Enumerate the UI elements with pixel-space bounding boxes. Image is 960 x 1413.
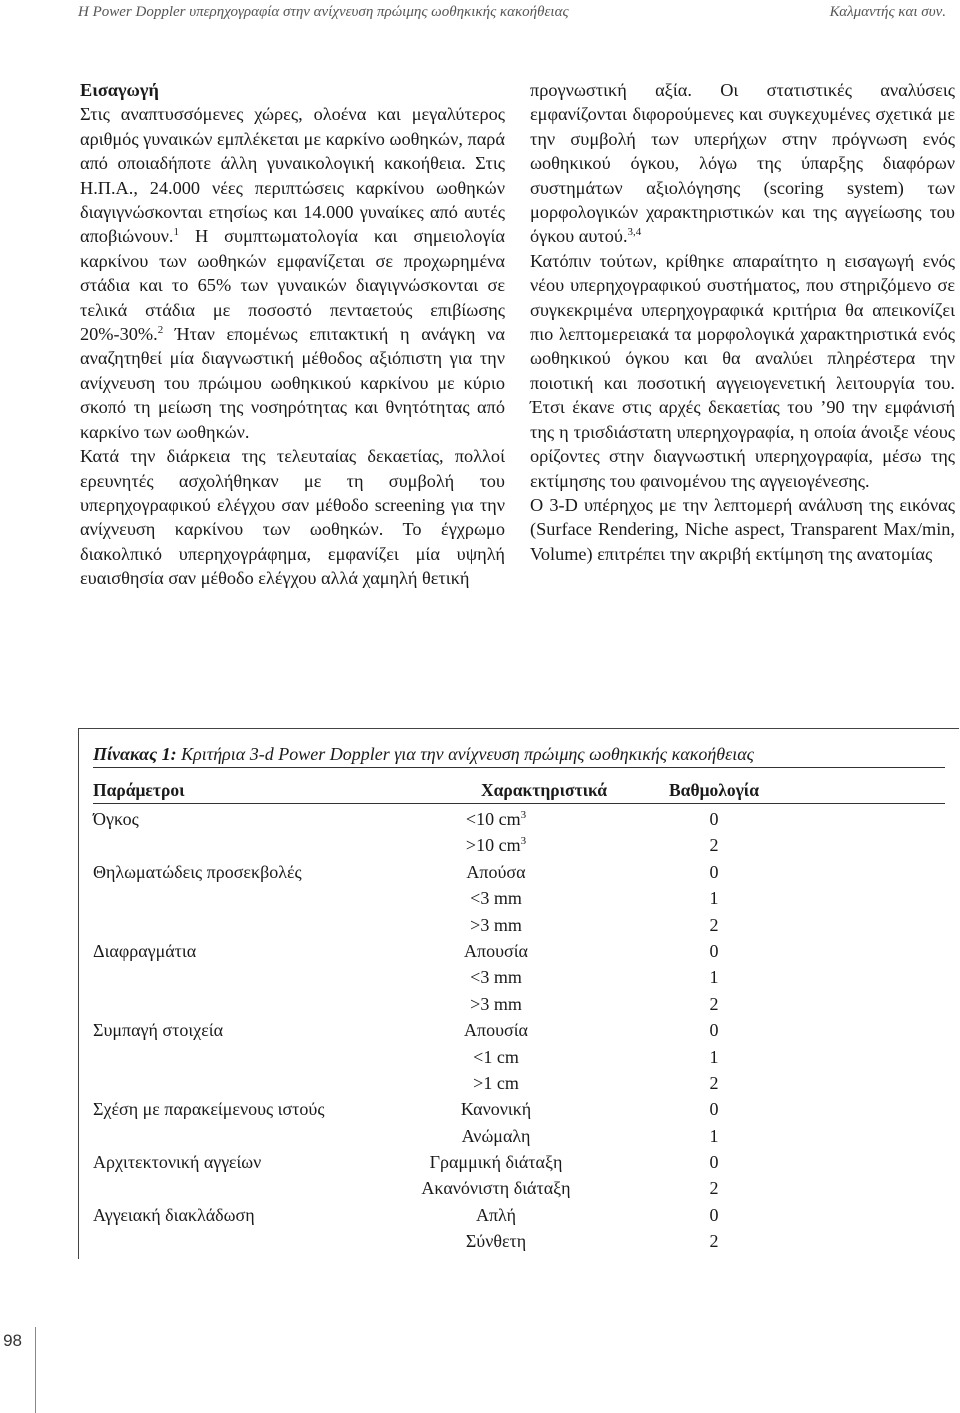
- right-text-1: προγνωστική αξία. Οι στατιστικές αναλύσεις εμφανίζονται διφορούμενες και συγκεχυμένες σχετικά με την συμβολή των υπερήχων στην πρόγνωση ενός ωοθηκικού όγκου, λόγω της ύπαρξης διαφόρων συστημάτων αξιολόγησης (scoring system) των μορφολογικών χαρακτηριστικών και της αγγείωσης του όγκου αυτού.: [530, 80, 955, 247]
- cell-characteristic: [401, 1228, 591, 1254]
- cell-characteristic: [401, 991, 591, 1017]
- cell-characteristic-value: Απουσία: [464, 940, 528, 961]
- cell-characteristic-value: <3 mm: [470, 888, 522, 909]
- cell-parameter: Σχέση με παρακείμενους ιστούς: [93, 1099, 325, 1120]
- cell-score: 2: [709, 914, 719, 935]
- intro-paragraph-2: Κατά την διάρκεια της τελευταίας δεκαετίας, πολλοί ερευνητές ασχολήθηκαν με τη συμβολή του υπερηχογραφικού ελέγχου σαν μέθοδο screening για την ανίχνευση καρκίνου των ωοθηκών. Το έγχρωμο διακολπικό υπερηχογράφημα, εμφανίζει μία υψηλή ευαισθησία σαν μέθοδο ελέγχου αλλά χαμηλή θετική: [80, 446, 505, 589]
- cell-score: 0: [709, 940, 719, 961]
- cell-characteristic-value: Απούσα: [466, 861, 526, 882]
- cell-characteristic-value: Απλή: [475, 1204, 517, 1225]
- table-row: [93, 1228, 945, 1254]
- cell-score: 1: [709, 1046, 719, 1067]
- reference-3-4: 3,4: [627, 226, 642, 239]
- cell-parameter: Διαφραγμάτια: [93, 940, 197, 961]
- cell-parameter: Συμπαγή στοιχεία: [93, 1020, 224, 1041]
- cell-characteristic-value: Ανώμαλη: [461, 1125, 531, 1146]
- table-row: [93, 832, 945, 858]
- cell-score: 0: [709, 809, 719, 829]
- cell-characteristic-value: Γραμμική διάταξη: [429, 1152, 563, 1173]
- cell-characteristic-value: >1 cm: [473, 1072, 519, 1093]
- table-caption-text: Κριτήρια 3-d Power Doppler για την ανίχνευση πρώιμης ωοθηκικής κακοήθειας: [176, 744, 754, 764]
- table-row: [93, 1070, 945, 1096]
- table-row: [93, 1096, 945, 1122]
- intro-text-b: Η συμπτωματολογία και σημειολογία καρκίνου των ωοθηκών εμφανίζεται σε προχωρημένα στάδια και το 65% των γυναικών διαγιγνώσκονται σε τελικά στάδια με ποσοστό πενταετούς επιβίωσης 20%-30%.: [80, 226, 505, 345]
- cell-parameter: Όγκος: [93, 809, 139, 829]
- cell-score: 0: [709, 861, 719, 882]
- cell-characteristic: [401, 885, 591, 911]
- cell-characteristic-value: Απουσία: [464, 1020, 528, 1041]
- cell-parameter: Αρχιτεκτονική αγγείων: [93, 1152, 262, 1173]
- table-row: [93, 912, 945, 938]
- cell-characteristic: [401, 1096, 591, 1122]
- left-column: [80, 78, 505, 591]
- table-caption: [93, 743, 945, 768]
- cell-score: 0: [709, 1099, 719, 1120]
- cell-characteristic: [401, 1044, 591, 1070]
- cell-score: 1: [709, 888, 719, 909]
- cell-characteristic-value: <3 mm: [470, 967, 522, 988]
- page-footer: [0, 1325, 80, 1413]
- footer-rule: [35, 1327, 36, 1413]
- table-row: [93, 964, 945, 990]
- header-score: Βαθμολογία: [669, 780, 759, 800]
- header-parameters: Παράμετροι: [93, 780, 185, 800]
- header-characteristics: Χαρακτηριστικά: [481, 780, 608, 800]
- intro-text-c: Ήταν επομένως επιτακτική η ανάγκη να αναζητηθεί μία διαγνωστική μέθοδος αξιόπιστη για την ανίχνευση του πρώιμου ωοθηκικού καρκίνου με κύριο σκοπό τη μείωση της νοσηρότητας και θνητότητας από καρκίνο των ωοθηκών.: [80, 324, 505, 442]
- cell-characteristic-value: Κανονική: [460, 1099, 532, 1120]
- cell-characteristic-value: Σύνθετη: [465, 1231, 527, 1252]
- intro-text-a: Στις αναπτυσσόμενες χώρες, ολοένα και μεγαλύτερος αριθμός γυναικών εμπλέκεται με καρκίνο ωοθηκών, παρά από οποιαδήποτε άλλη γυναικολογική κακοήθεια. Στις Η.Π.Α., 24.000 νέες περιπτώσεις καρκίνου ωοθηκών διαγιγνώσκονται ετησίως και 14.000 γυναίκες από αυτές αποβιώνουν.: [80, 104, 505, 247]
- cell-score: 0: [709, 1204, 719, 1225]
- cell-characteristic: [401, 832, 591, 858]
- cell-unit-exponent: 3: [520, 835, 527, 848]
- cell-characteristic: [401, 1070, 591, 1096]
- cell-characteristic: [401, 964, 591, 990]
- cell-characteristic: [401, 1175, 591, 1201]
- running-header-title: Η Power Doppler υπερηχογραφία στην ανίχνευση πρώιμης ωοθηκικής κακοήθειας: [78, 4, 569, 20]
- cell-characteristic-value: >3 mm: [470, 993, 522, 1014]
- cell-characteristic: [401, 806, 591, 832]
- cell-parameter: Θηλωματώδεις προσεκβολές: [93, 861, 302, 882]
- cell-score: 2: [709, 835, 719, 856]
- table-row: [93, 1123, 945, 1149]
- intro-paragraph-1: [80, 102, 505, 444]
- cell-score: 0: [709, 1152, 719, 1173]
- table-body: [93, 806, 945, 1255]
- cell-characteristic: [401, 859, 591, 885]
- cell-characteristic-value: <1 cm: [473, 1046, 519, 1067]
- running-header: [0, 0, 960, 30]
- cell-score: 2: [709, 1072, 719, 1093]
- cell-score: 1: [709, 1125, 719, 1146]
- cell-score: 2: [709, 993, 719, 1014]
- cell-score: 0: [709, 1020, 719, 1041]
- right-column: [530, 78, 955, 566]
- section-heading-introduction: Εισαγωγή: [80, 80, 159, 100]
- cell-characteristic: [401, 1202, 591, 1228]
- table-header-row: [93, 779, 945, 804]
- cell-score: 2: [709, 1178, 719, 1199]
- reference-1: 1: [173, 226, 179, 239]
- table-row: [93, 806, 945, 832]
- cell-characteristic-value: >3 mm: [470, 914, 522, 935]
- cell-characteristic: [401, 1123, 591, 1149]
- table-row: [93, 1202, 945, 1228]
- cell-characteristic: [401, 1017, 591, 1043]
- table-row: [93, 859, 945, 885]
- cell-parameter: Αγγειακή διακλάδωση: [93, 1204, 255, 1225]
- page-number: 98: [3, 1331, 22, 1350]
- right-paragraph-1: [530, 78, 955, 249]
- cell-score: 1: [709, 967, 719, 988]
- cell-characteristic: [401, 912, 591, 938]
- cell-characteristic: [401, 938, 591, 964]
- table-row: [93, 1149, 945, 1175]
- right-paragraph-3: Ο 3-D υπέρηχος με την λεπτομερή ανάλυση της εικόνας (Surface Rendering, Niche aspect, Transparent Max/min, Volume) επιτρέπει την ακριβή εκτίμηση της ανατομίας: [530, 494, 955, 564]
- cell-characteristic-value: <10 cm: [465, 809, 521, 829]
- table-row: [93, 991, 945, 1017]
- running-header-authors: Καλμαντής και συν.: [829, 4, 946, 20]
- cell-score: 2: [709, 1231, 719, 1252]
- cell-unit-exponent: 3: [520, 809, 527, 821]
- table-row: [93, 938, 945, 964]
- right-paragraph-2: Κατόπιν τούτων, κρίθηκε απαραίτητο η εισαγωγή ενός νέου υπερηχογραφικού συστήματος, που στηριζόμενο σε συγκεκριμένα υπερηχογραφικά κριτήρια θα απεικονίζει πιο λεπτομερειακά τα μορφολογικά χαρακτηριστικά ενός ωοθηκικού όγκου και θα αναλύει πληρέστερα την ποιοτική και ποσοτική αγγειογενετική λειτουργία του. Έτσι έκανε στις αρχές δεκαετίας του ’90 την εμφάνισή της η τρισδιάστατη υπερηχογραφία, η οποία άνοιξε νέους ορίζοντες στην διαγνωστική υπερηχογραφία, μέσω της εκτίμησης του φαινομένου της αγγειογένεσης.: [530, 250, 955, 491]
- table-row: [93, 885, 945, 911]
- reference-2: 2: [157, 323, 164, 336]
- table-row: [93, 1017, 945, 1043]
- table-row: [93, 1175, 945, 1201]
- cell-characteristic-value: >10 cm: [465, 835, 521, 856]
- table-label: Πίνακας 1:: [93, 744, 177, 764]
- table-row: [93, 1044, 945, 1070]
- cell-characteristic: [401, 1149, 591, 1175]
- cell-characteristic-value: Ακανόνιστη διάταξη: [421, 1178, 571, 1199]
- criteria-table: [78, 728, 959, 1259]
